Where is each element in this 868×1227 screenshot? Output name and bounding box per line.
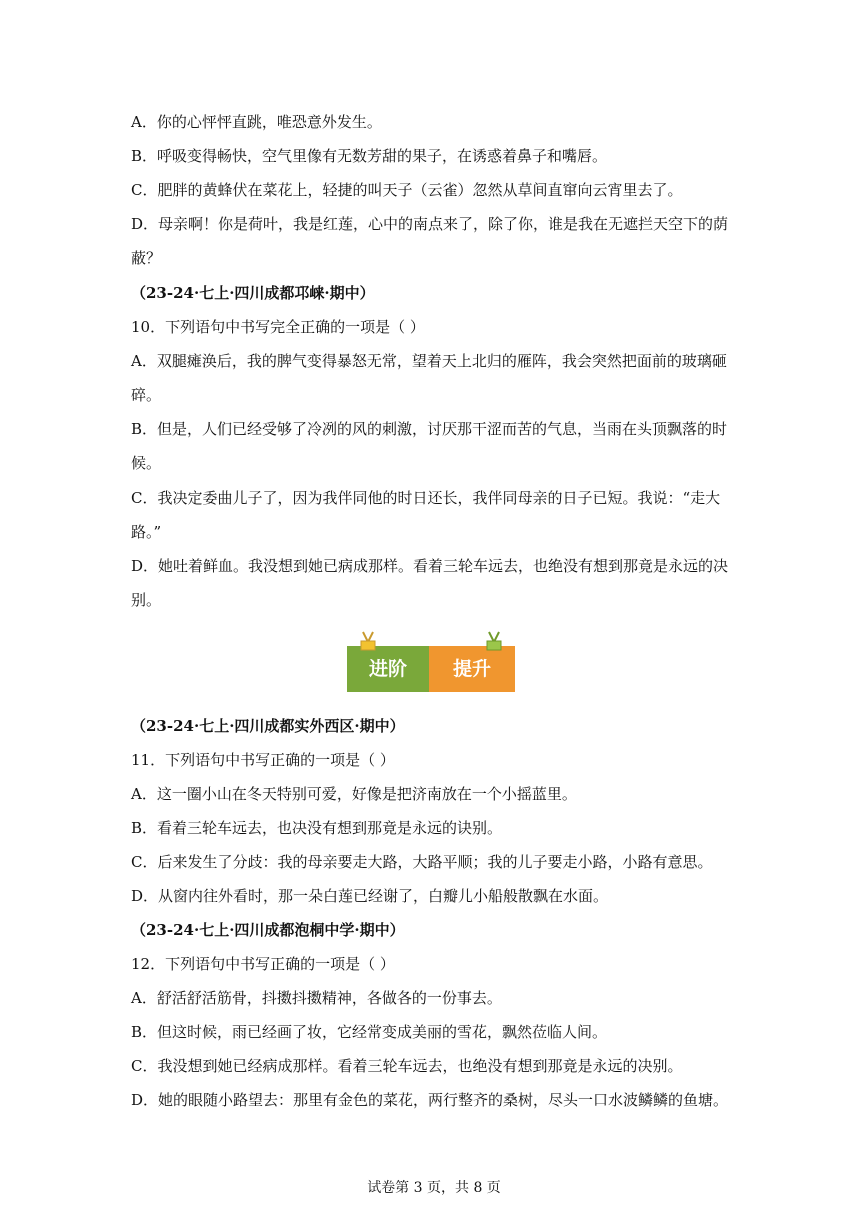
page-footer: 试卷第 3 页，共 8 页 — [367, 1180, 501, 1196]
q12-option-c: C．我没想到她已经病成那样。看着三轮车远去，也绝没有想到那竟是永远的决别。 — [131, 1057, 683, 1075]
q10-option-a-line1: A．双腿瘫涣后，我的脾气变得暴怒无常，望着天上北归的雁阵，我会突然把面前的玻璃砸 — [131, 352, 727, 370]
banner-right-label: 提升 — [452, 658, 491, 680]
q9-option-c: C．肥胖的黄蜂伏在菜花上，轻捷的叫天子（云雀）忽然从草间直窜向云宵里去了。 — [131, 181, 683, 199]
q11-option-b: B．看着三轮车远去，也决没有想到那竟是永远的诀别。 — [131, 819, 503, 837]
binder-clip-icon — [483, 630, 505, 652]
binder-clip-icon — [357, 630, 379, 652]
banner-left-label: 进阶 — [368, 658, 407, 680]
q12-option-b: B．但这时候，雨已经画了妆，它经常变成美丽的雪花，飘然莅临人间。 — [131, 1023, 608, 1041]
q11-stem: 11．下列语句中书写正确的一项是（ ） — [131, 751, 395, 769]
q12-option-a: A．舒活舒活筋骨，抖擞抖擞精神，各做各的一份事去。 — [131, 989, 502, 1007]
q10-option-d-line2: 别。 — [131, 591, 162, 609]
q11-option-c: C．后来发生了分歧：我的母亲要走大路，大路平顺；我的儿子要走小路，小路有意思。 — [131, 853, 713, 871]
q10-option-d-line1: D．她吐着鲜血。我没想到她已病成那样。看着三轮车远去，也绝没有想到那竟是永远的决 — [131, 557, 729, 575]
q12-source: （23-24·七上·四川成都泡桐中学·期中） — [131, 921, 405, 939]
q9-option-d-line1: D．母亲啊！你是荷叶，我是红莲，心中的南点来了，除了你，谁是我在无遮拦天空下的荫 — [131, 215, 729, 233]
q9-option-b: B．呼吸变得畅快，空气里像有无数芳甜的果子，在诱惑着鼻子和嘴唇。 — [131, 147, 608, 165]
q10-option-b-line2: 候。 — [131, 454, 162, 472]
q10-option-c-line1: C．我决定委曲儿子了，因为我伴同他的时日还长，我伴同母亲的日子已短。我说：“走大 — [131, 489, 721, 507]
q9-option-a: A．你的心怦怦直跳，唯恐意外发生。 — [131, 113, 382, 131]
q10-option-a-line2: 碎。 — [131, 386, 162, 404]
q10-stem: 10．下列语句中书写完全正确的一项是（ ） — [131, 318, 425, 336]
q10-option-b-line1: B．但是，人们已经受够了冷冽的风的刺激，讨厌那干涩而苦的气息，当雨在头顶飘落的时 — [131, 420, 728, 438]
q12-stem: 12．下列语句中书写正确的一项是（ ） — [131, 955, 395, 973]
q11-source: （23-24·七上·四川成都实外西区·期中） — [131, 717, 405, 735]
q12-option-d: D．她的眼随小路望去：那里有金色的菜花，两行整齐的桑树，尽头一口水波鳞鳞的鱼塘。 — [131, 1091, 729, 1109]
q11-option-a: A．这一圈小山在冬天特别可爱，好像是把济南放在一个小摇蓝里。 — [131, 785, 577, 803]
q9-option-d-line2: 蔽？ — [131, 249, 162, 267]
q10-option-c-line2: 路。” — [131, 523, 162, 541]
q10-source: （23-24·七上·四川成都邛崃·期中） — [131, 284, 375, 302]
section-banner — [347, 646, 515, 692]
q11-option-d: D．从窗内往外看时，那一朵白莲已经谢了，白瓣儿小船般散飘在水面。 — [131, 887, 609, 905]
